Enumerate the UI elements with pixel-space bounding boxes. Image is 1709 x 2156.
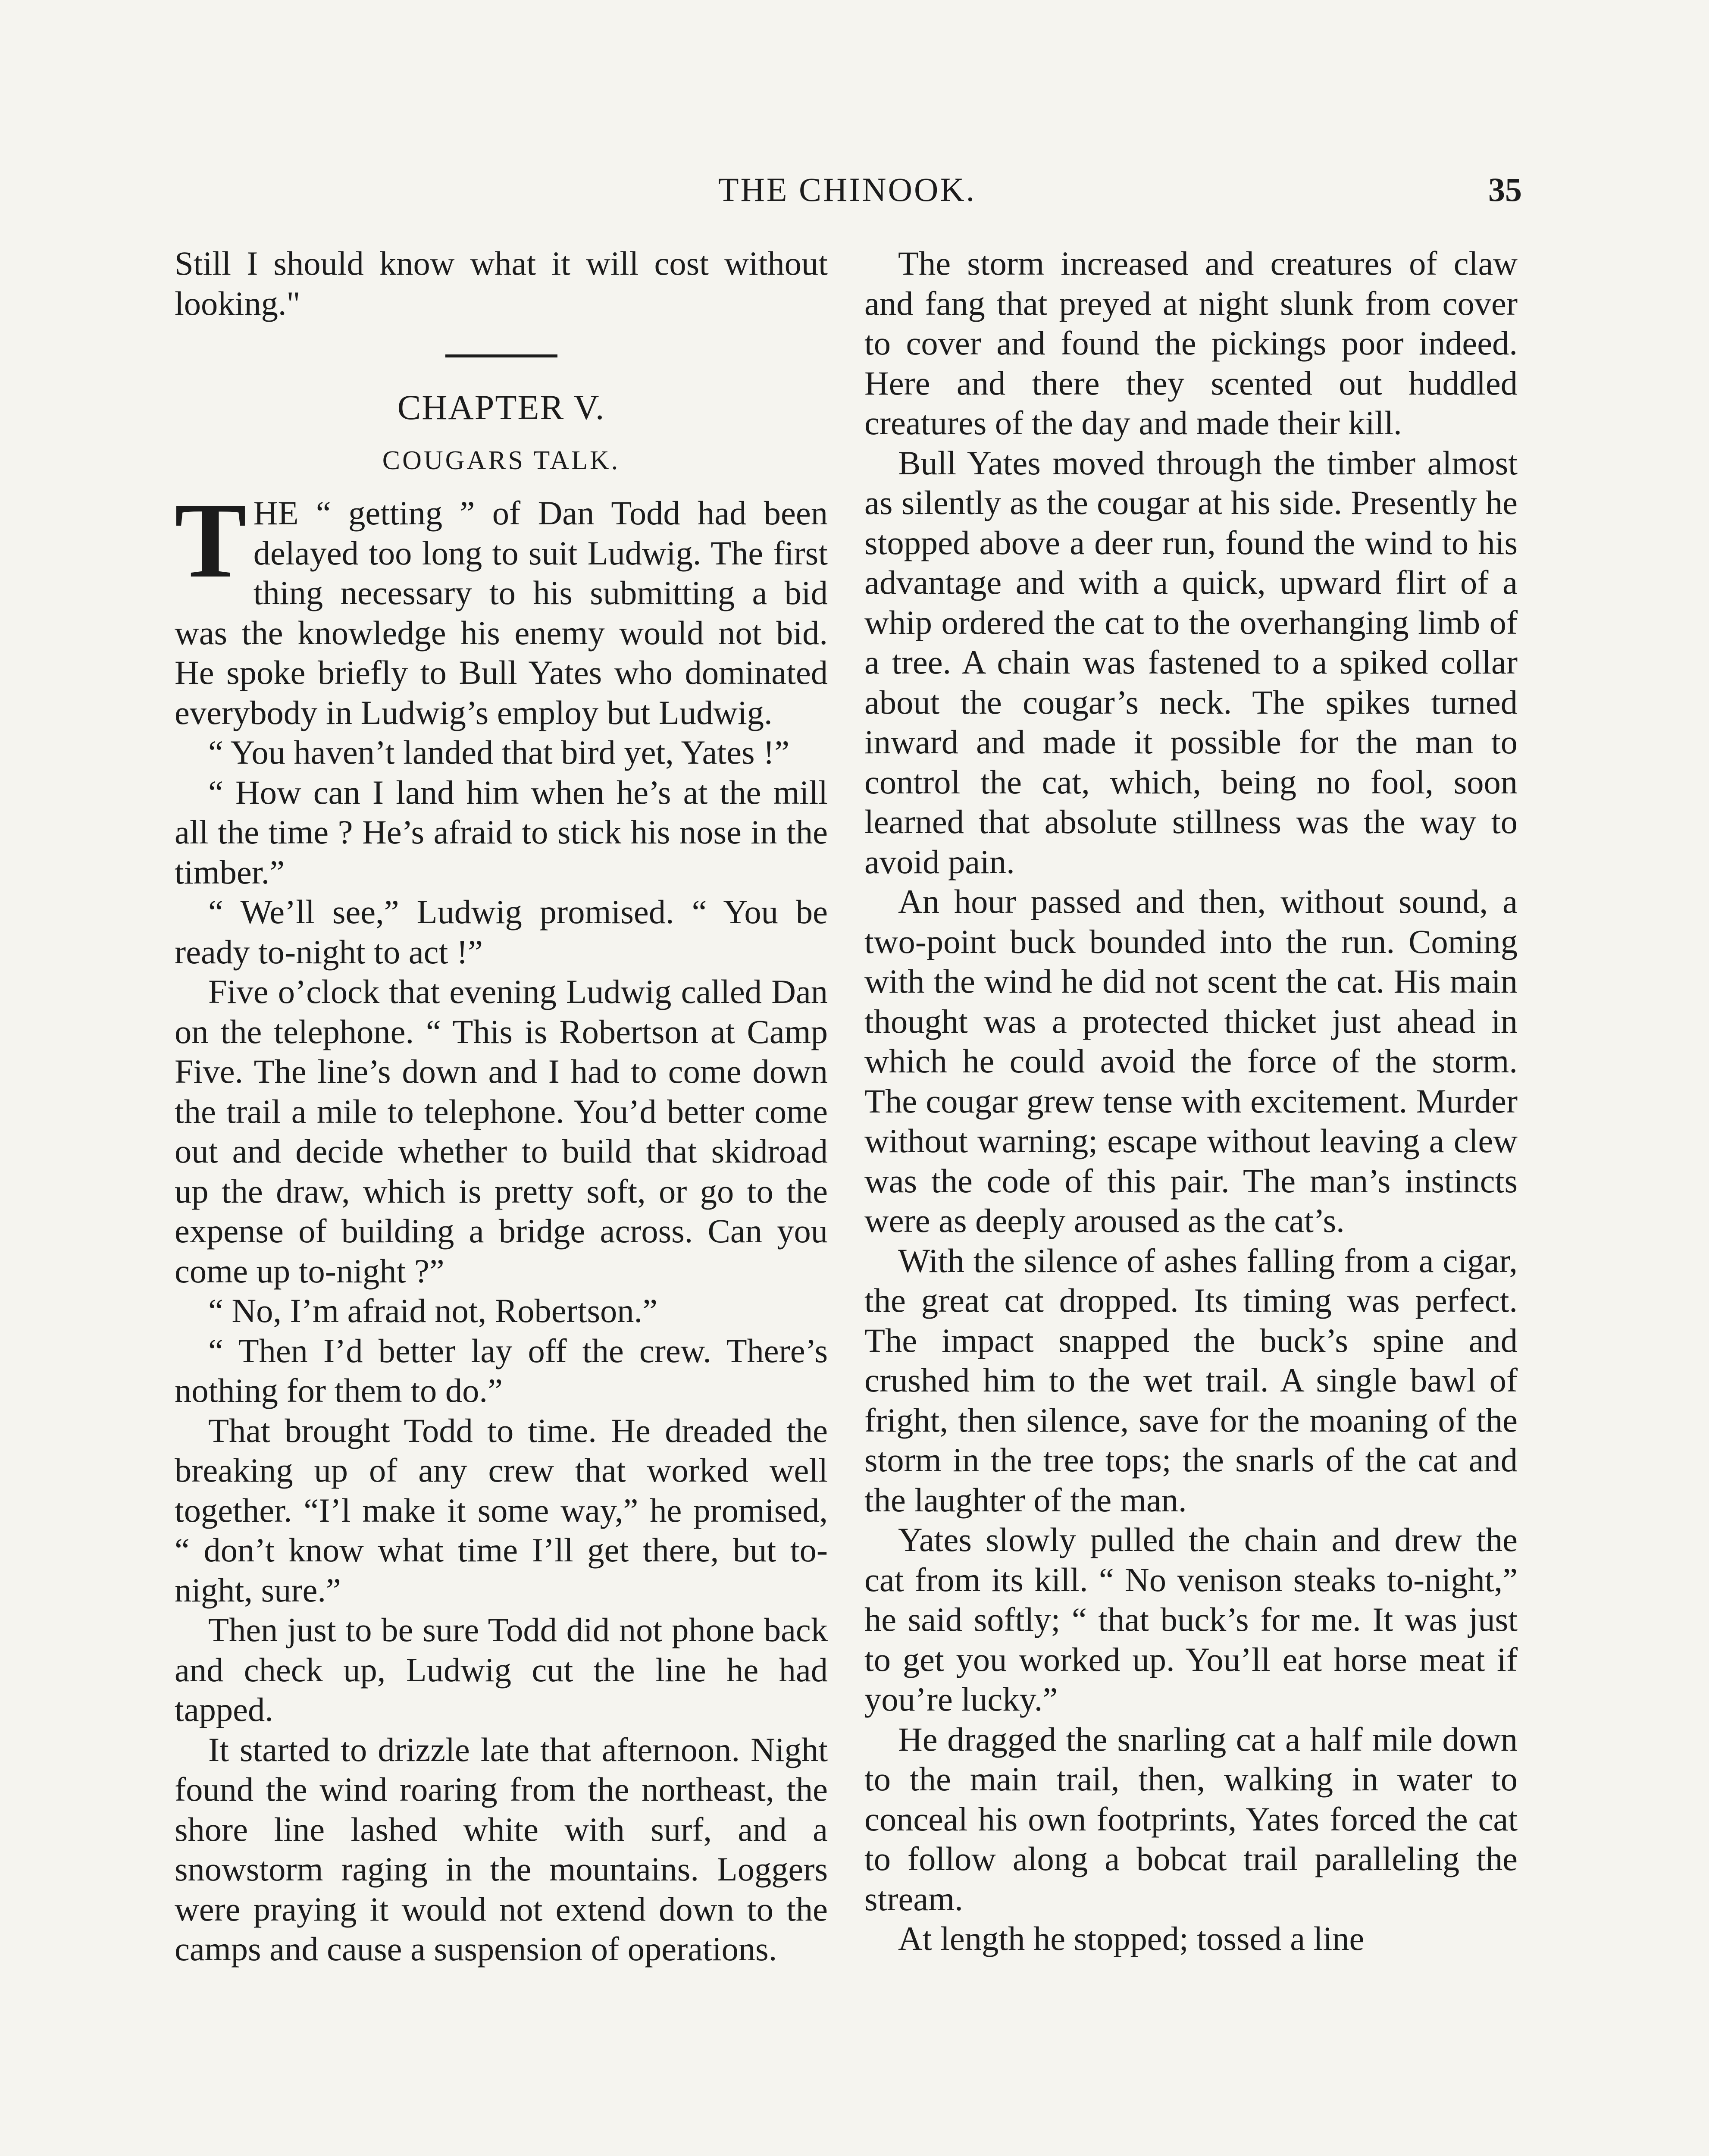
- paragraph: An hour passed and then, without sound, a two-point buck bounded into the run. Coming with the wind he did not scent the cat. His main thought was a protected thicket just ahead in which he could avoid the force of the storm. The cougar grew tense with excitement. Murder without warning; escape without leaving a clew was the code of this pair. The man’s instincts were as deeply aroused as the cat’s.: [864, 883, 1518, 1239]
- paragraph: It started to drizzle late that afternoon. Night found the wind roaring from the northeast, the shore line lashed white with surf, and a snowstorm raging in the mountains. Loggers were praying it would not extend down to the camps and cause a suspension of operations.: [175, 1730, 828, 1968]
- paragraph: Bull Yates moved through the timber almost as silently as the cougar at his side. Presently he stopped above a deer run, found the wind to his advantage and with a quick, upward flirt of a whip ordered the cat to the overhanging limb of a tree. A chain was fastened to a spiked collar about the cougar’s neck. The spikes turned inward and made it possible for the man to control the cat, which, being no fool, soon learned that absolute stillness was the way to avoid pain.: [864, 444, 1518, 881]
- paragraph: “ How can I land him when he’s at the mill all the time ? He’s afraid to stick his nose in the timber.”: [175, 773, 828, 891]
- opening-paragraph-text: HE “ getting ” of Dan Todd had been delayed too long to suit Ludwig. The first thing necessary to his submitting a bid was the knowledge his enemy would not bid. He spoke briefly to Bull Yates who dominated everybody in Ludwig’s employ but Ludwig.: [175, 494, 828, 731]
- running-title: THE CHINOOK.: [718, 171, 977, 208]
- paragraph: The storm increased and creatures of claw and fang that preyed at night slunk from cover to cover and found the pickings poor indeed. Here and there they scented out huddled creatures of the day and made their kill.: [864, 244, 1518, 442]
- paragraph: With the silence of ashes falling from a cigar, the great cat dropped. Its timing was perfect. The impact snapped the buck’s spine and crushed him to the wet trail. A single bawl of fright, then silence, save for the moaning of the storm in the tree tops; the snarls of the cat and the laughter of the man.: [864, 1241, 1518, 1519]
- section-divider: [445, 354, 557, 357]
- paragraph: “ We’ll see,” Ludwig promised. “ You be ready to-night to act !”: [175, 893, 828, 971]
- paragraph: “ No, I’m afraid not, Robertson.”: [208, 1292, 658, 1329]
- paragraph: “ You haven’t landed that bird yet, Yates !”: [208, 733, 790, 771]
- page-number: 35: [1488, 171, 1522, 208]
- drop-cap: T: [175, 481, 247, 600]
- right-column: [864, 244, 1518, 1959]
- paragraph: “ Then I’d better lay off the crew. There’s nothing for them to do.”: [175, 1332, 828, 1409]
- paragraph: That brought Todd to time. He dreaded the breaking up of any crew that worked well together. “I’l make it some way,” he promised, “ don’t know what time I’ll get there, but to-night, sure.”: [175, 1411, 828, 1609]
- paragraph: Still I should know what it will cost without looking.": [175, 244, 828, 322]
- page-header: [172, 170, 1522, 213]
- paragraph: At length he stopped; tossed a line: [898, 1920, 1365, 1957]
- paragraph: Then just to be sure Todd did not phone back and check up, Ludwig cut the line he had tapped.: [175, 1611, 828, 1728]
- paragraph: Five o’clock that evening Ludwig called Dan on the telephone. “ This is Robertson at Camp Five. The line’s down and I had to come down the trail a mile to telephone. You’d better come out and decide whether to build that skidroad up the draw, which is pretty soft, or go to the expense of building a bridge across. Can you come up to-night ?”: [175, 973, 828, 1290]
- paragraph: He dragged the snarling cat a half mile down to the main trail, then, walking in water to conceal his own footprints, Yates forced the cat to follow along a bobcat trail paralleling the stream.: [864, 1720, 1518, 1918]
- chapter-title: CHAPTER V.: [397, 388, 605, 427]
- paragraph: Yates slowly pulled the chain and drew the cat from its kill. “ No venison steaks to-night,” he said softly; “ that buck’s for me. It was just to get you worked up. You’ll eat horse meat if you’re lucky.”: [864, 1521, 1518, 1718]
- chapter-subtitle: COUGARS TALK.: [382, 445, 620, 475]
- left-column: [175, 244, 828, 1969]
- chapter-opening-paragraph: [175, 481, 828, 733]
